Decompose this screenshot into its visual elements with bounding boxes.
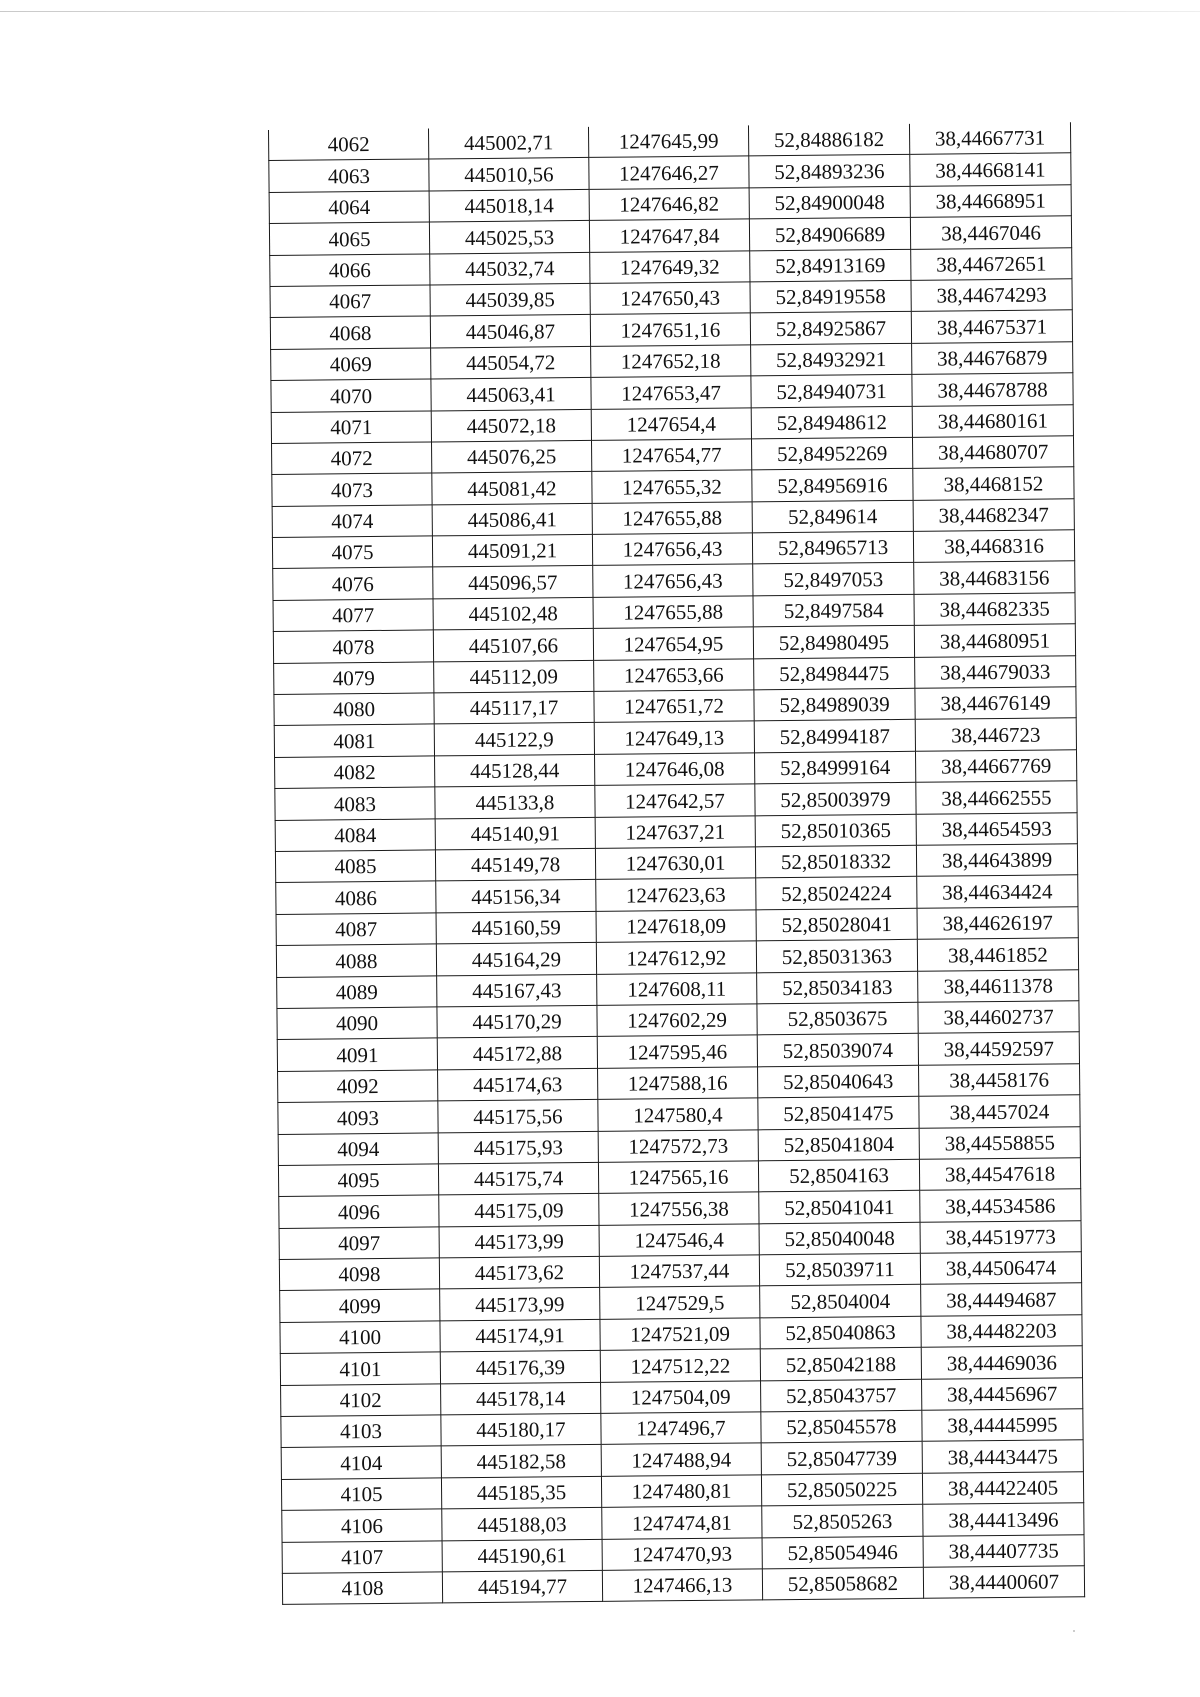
- latitude-cell: 52,85039711: [759, 1253, 920, 1286]
- latitude-cell: 52,85040048: [759, 1222, 920, 1255]
- longitude-cell: 38,44676149: [915, 687, 1076, 720]
- latitude-cell: 52,85043757: [761, 1379, 922, 1412]
- point-number-cell: 4086: [276, 881, 436, 914]
- point-number-cell: 4092: [278, 1070, 438, 1103]
- point-number-cell: 4094: [278, 1132, 438, 1165]
- scan-top-edge: [0, 11, 1200, 12]
- y-coordinate-cell: 1247654,4: [591, 407, 751, 440]
- latitude-cell: 52,85034183: [757, 971, 918, 1004]
- latitude-cell: 52,8497584: [753, 594, 914, 627]
- point-number-cell: 4072: [272, 442, 432, 475]
- longitude-cell: 38,44668951: [910, 185, 1071, 218]
- point-number-cell: 4098: [279, 1258, 439, 1291]
- point-number-cell: 4079: [274, 662, 434, 695]
- point-number-cell: 4078: [273, 630, 433, 663]
- point-number-cell: 4085: [275, 850, 435, 883]
- latitude-cell: 52,8504163: [758, 1159, 919, 1192]
- y-coordinate-cell: 1247512,22: [600, 1349, 760, 1382]
- longitude-cell: 38,4467046: [910, 216, 1071, 249]
- latitude-cell: 52,84906689: [749, 218, 910, 251]
- latitude-cell: 52,84893236: [749, 155, 910, 188]
- longitude-cell: 38,4461852: [917, 938, 1078, 971]
- latitude-cell: 52,8497053: [753, 563, 914, 596]
- y-coordinate-cell: 1247602,29: [597, 1004, 757, 1037]
- y-coordinate-cell: 1247654,77: [591, 439, 751, 472]
- x-coordinate-cell: 445182,58: [441, 1445, 601, 1478]
- latitude-cell: 52,84994187: [754, 720, 915, 753]
- x-coordinate-cell: 445149,78: [435, 848, 595, 881]
- x-coordinate-cell: 445173,62: [439, 1256, 599, 1289]
- point-number-cell: 4077: [273, 599, 433, 632]
- y-coordinate-cell: 1247655,88: [592, 502, 752, 535]
- y-coordinate-cell: 1247529,5: [600, 1286, 760, 1319]
- point-number-cell: 4064: [269, 191, 429, 224]
- point-number-cell: 4099: [280, 1289, 440, 1322]
- y-coordinate-cell: 1247652,18: [591, 345, 751, 378]
- point-number-cell: 4105: [281, 1478, 441, 1511]
- longitude-cell: 38,44519773: [920, 1220, 1081, 1253]
- x-coordinate-cell: 445175,09: [439, 1194, 599, 1227]
- y-coordinate-cell: 1247656,43: [592, 533, 752, 566]
- point-number-cell: 4076: [273, 567, 433, 600]
- point-number-cell: 4091: [277, 1038, 437, 1071]
- latitude-cell: 52,84984475: [754, 657, 915, 690]
- y-coordinate-cell: 1247608,11: [597, 972, 757, 1005]
- point-number-cell: 4104: [281, 1446, 441, 1479]
- longitude-cell: 38,44494687: [921, 1283, 1082, 1316]
- latitude-cell: 52,8504004: [760, 1285, 921, 1318]
- y-coordinate-cell: 1247645,99: [588, 125, 748, 157]
- y-coordinate-cell: 1247480,81: [601, 1475, 761, 1508]
- point-number-cell: 4087: [276, 913, 436, 946]
- point-number-cell: 4065: [269, 222, 429, 255]
- x-coordinate-cell: 445018,14: [429, 189, 589, 222]
- latitude-cell: 52,84886182: [748, 124, 909, 156]
- y-coordinate-cell: 1247651,16: [590, 313, 750, 346]
- y-coordinate-cell: 1247653,47: [591, 376, 751, 409]
- x-coordinate-cell: 445190,61: [442, 1539, 602, 1572]
- point-number-cell: 4074: [272, 505, 432, 538]
- y-coordinate-cell: 1247488,94: [601, 1443, 761, 1476]
- y-coordinate-cell: 1247656,43: [593, 564, 753, 597]
- longitude-cell: 38,44674293: [911, 279, 1072, 312]
- y-coordinate-cell: 1247618,09: [596, 910, 756, 943]
- point-number-cell: 4095: [278, 1164, 438, 1197]
- x-coordinate-cell: 445175,74: [438, 1162, 598, 1195]
- x-coordinate-cell: 445128,44: [435, 754, 595, 787]
- point-number-cell: 4093: [278, 1101, 438, 1134]
- longitude-cell: 38,44422405: [922, 1472, 1083, 1505]
- longitude-cell: 38,44672651: [911, 247, 1072, 280]
- point-number-cell: 4069: [271, 348, 431, 381]
- longitude-cell: 38,44680707: [912, 436, 1073, 469]
- longitude-cell: 38,44558855: [919, 1126, 1080, 1159]
- x-coordinate-cell: 445039,85: [430, 283, 590, 316]
- point-number-cell: 4068: [270, 316, 430, 349]
- latitude-cell: 52,85031363: [756, 939, 917, 972]
- latitude-cell: 52,85003979: [755, 783, 916, 816]
- longitude-cell: 38,4458176: [919, 1063, 1080, 1096]
- table-row: [282, 1566, 1084, 1605]
- point-number-cell: 4071: [271, 410, 431, 443]
- longitude-cell: 38,44634424: [917, 875, 1078, 908]
- point-number-cell: 4097: [279, 1227, 439, 1260]
- y-coordinate-cell: 1247642,57: [595, 784, 755, 817]
- latitude-cell: 52,849614: [752, 500, 913, 533]
- longitude-cell: 38,4468152: [913, 467, 1074, 500]
- latitude-cell: 52,84919558: [750, 280, 911, 313]
- longitude-cell: 38,44445995: [922, 1409, 1083, 1442]
- x-coordinate-cell: 445072,18: [431, 409, 591, 442]
- latitude-cell: 52,84965713: [752, 531, 913, 564]
- y-coordinate-cell: 1247496,7: [601, 1412, 761, 1445]
- y-coordinate-cell: 1247649,32: [590, 250, 750, 283]
- longitude-cell: 38,446723: [915, 718, 1076, 751]
- longitude-cell: 38,44611378: [918, 969, 1079, 1002]
- latitude-cell: 52,8503675: [757, 1002, 918, 1035]
- longitude-cell: 38,44667731: [909, 122, 1070, 154]
- longitude-cell: 38,44413496: [923, 1503, 1084, 1536]
- coordinate-table: [268, 122, 1085, 1605]
- x-coordinate-cell: 445180,17: [441, 1413, 601, 1446]
- x-coordinate-cell: 445156,34: [436, 880, 596, 913]
- y-coordinate-cell: 1247651,72: [594, 690, 754, 723]
- latitude-cell: 52,85010365: [755, 814, 916, 847]
- latitude-cell: 52,8505263: [762, 1504, 923, 1537]
- longitude-cell: 38,44678788: [912, 373, 1073, 406]
- latitude-cell: 52,85039074: [757, 1034, 918, 1067]
- x-coordinate-cell: 445063,41: [431, 378, 591, 411]
- x-coordinate-cell: 445164,29: [436, 943, 596, 976]
- x-coordinate-cell: 445176,39: [440, 1351, 600, 1384]
- longitude-cell: 38,44667769: [915, 750, 1076, 783]
- x-coordinate-cell: 445174,91: [440, 1319, 600, 1352]
- point-number-cell: 4089: [277, 975, 437, 1008]
- y-coordinate-cell: 1247595,46: [597, 1035, 757, 1068]
- longitude-cell: 38,44456967: [922, 1377, 1083, 1410]
- latitude-cell: 52,84940731: [751, 374, 912, 407]
- y-coordinate-cell: 1247630,01: [595, 847, 755, 880]
- scan-speck: [1073, 1630, 1075, 1632]
- longitude-cell: 38,44400607: [923, 1566, 1084, 1599]
- longitude-cell: 38,44654593: [916, 812, 1077, 845]
- latitude-cell: 52,84989039: [754, 688, 915, 721]
- y-coordinate-cell: 1247650,43: [590, 282, 750, 315]
- latitude-cell: 52,84948612: [751, 406, 912, 439]
- y-coordinate-cell: 1247654,95: [593, 627, 753, 660]
- point-number-cell: 4102: [281, 1384, 441, 1417]
- latitude-cell: 52,84952269: [751, 437, 912, 470]
- point-number-cell: 4067: [270, 285, 430, 318]
- y-coordinate-cell: 1247565,16: [598, 1161, 758, 1194]
- point-number-cell: 4090: [277, 1007, 437, 1040]
- x-coordinate-cell: 445046,87: [430, 315, 590, 348]
- coordinate-table-sheet: [268, 122, 1084, 1605]
- longitude-cell: 38,44407735: [923, 1534, 1084, 1567]
- y-coordinate-cell: 1247612,92: [596, 941, 756, 974]
- x-coordinate-cell: 445175,93: [438, 1131, 598, 1164]
- point-number-cell: 4083: [275, 787, 435, 820]
- x-coordinate-cell: 445010,56: [429, 158, 589, 191]
- x-coordinate-cell: 445175,56: [438, 1099, 598, 1132]
- y-coordinate-cell: 1247537,44: [599, 1255, 759, 1288]
- longitude-cell: 38,44506474: [920, 1252, 1081, 1285]
- latitude-cell: 52,84956916: [752, 469, 913, 502]
- longitude-cell: 38,4457024: [919, 1095, 1080, 1128]
- y-coordinate-cell: 1247546,4: [599, 1224, 759, 1257]
- x-coordinate-cell: 445054,72: [431, 346, 591, 379]
- point-number-cell: 4080: [274, 693, 434, 726]
- x-coordinate-cell: 445167,43: [437, 974, 597, 1007]
- y-coordinate-cell: 1247588,16: [598, 1067, 758, 1100]
- point-number-cell: 4081: [274, 724, 434, 757]
- point-number-cell: 4070: [271, 379, 431, 412]
- x-coordinate-cell: 445170,29: [437, 1005, 597, 1038]
- x-coordinate-cell: 445076,25: [432, 440, 592, 473]
- x-coordinate-cell: 445086,41: [432, 503, 592, 536]
- y-coordinate-cell: 1247655,88: [593, 596, 753, 629]
- x-coordinate-cell: 445173,99: [439, 1225, 599, 1258]
- x-coordinate-cell: 445081,42: [432, 472, 592, 505]
- latitude-cell: 52,85045578: [761, 1410, 922, 1443]
- y-coordinate-cell: 1247470,93: [602, 1537, 762, 1570]
- point-number-cell: 4096: [279, 1195, 439, 1228]
- latitude-cell: 52,84900048: [749, 186, 910, 219]
- x-coordinate-cell: 445096,57: [433, 566, 593, 599]
- y-coordinate-cell: 1247466,13: [602, 1569, 762, 1602]
- longitude-cell: 38,44482203: [921, 1315, 1082, 1348]
- latitude-cell: 52,85041804: [758, 1128, 919, 1161]
- longitude-cell: 38,44680161: [912, 404, 1073, 437]
- longitude-cell: 38,44643899: [916, 844, 1077, 877]
- latitude-cell: 52,85040643: [758, 1065, 919, 1098]
- coordinate-table-body: [268, 122, 1084, 1604]
- x-coordinate-cell: 445032,74: [430, 252, 590, 285]
- point-number-cell: 4106: [282, 1509, 442, 1542]
- x-coordinate-cell: 445140,91: [435, 817, 595, 850]
- longitude-cell: 38,44602737: [918, 1001, 1079, 1034]
- longitude-cell: 38,44675371: [911, 310, 1072, 343]
- longitude-cell: 38,44682347: [913, 498, 1074, 531]
- latitude-cell: 52,85040863: [760, 1316, 921, 1349]
- y-coordinate-cell: 1247646,08: [595, 753, 755, 786]
- latitude-cell: 52,85028041: [756, 908, 917, 941]
- y-coordinate-cell: 1247646,27: [589, 156, 749, 189]
- longitude-cell: 38,44676879: [912, 342, 1073, 375]
- y-coordinate-cell: 1247580,4: [598, 1098, 758, 1131]
- latitude-cell: 52,85024224: [756, 877, 917, 910]
- x-coordinate-cell: 445194,77: [442, 1570, 602, 1603]
- x-coordinate-cell: 445160,59: [436, 911, 596, 944]
- latitude-cell: 52,84932921: [751, 343, 912, 376]
- x-coordinate-cell: 445122,9: [434, 723, 594, 756]
- x-coordinate-cell: 445178,14: [441, 1382, 601, 1415]
- point-number-cell: 4082: [275, 756, 435, 789]
- latitude-cell: 52,85058682: [762, 1567, 923, 1600]
- x-coordinate-cell: 445174,63: [438, 1068, 598, 1101]
- x-coordinate-cell: 445188,03: [442, 1508, 602, 1541]
- x-coordinate-cell: 445117,17: [434, 691, 594, 724]
- x-coordinate-cell: 445025,53: [429, 221, 589, 254]
- y-coordinate-cell: 1247521,09: [600, 1318, 760, 1351]
- longitude-cell: 38,44668141: [910, 153, 1071, 186]
- longitude-cell: 38,44547618: [919, 1158, 1080, 1191]
- longitude-cell: 38,44683156: [914, 561, 1075, 594]
- longitude-cell: 38,44662555: [916, 781, 1077, 814]
- point-number-cell: 4073: [272, 473, 432, 506]
- x-coordinate-cell: 445185,35: [441, 1476, 601, 1509]
- latitude-cell: 52,85041041: [759, 1191, 920, 1224]
- latitude-cell: 52,84980495: [753, 626, 914, 659]
- longitude-cell: 38,44534586: [920, 1189, 1081, 1222]
- point-number-cell: 4063: [269, 159, 429, 192]
- x-coordinate-cell: 445107,66: [433, 629, 593, 662]
- longitude-cell: 38,44469036: [921, 1346, 1082, 1379]
- point-number-cell: 4103: [281, 1415, 441, 1448]
- y-coordinate-cell: 1247655,32: [592, 470, 752, 503]
- point-number-cell: 4088: [276, 944, 436, 977]
- longitude-cell: 38,44434475: [922, 1440, 1083, 1473]
- y-coordinate-cell: 1247646,82: [589, 188, 749, 221]
- latitude-cell: 52,84925867: [750, 312, 911, 345]
- point-number-cell: 4066: [270, 254, 430, 287]
- point-number-cell: 4084: [275, 819, 435, 852]
- point-number-cell: 4107: [282, 1540, 442, 1573]
- y-coordinate-cell: 1247556,38: [599, 1192, 759, 1225]
- point-number-cell: 4062: [268, 128, 428, 160]
- y-coordinate-cell: 1247504,09: [601, 1380, 761, 1413]
- latitude-cell: 52,84999164: [754, 751, 915, 784]
- x-coordinate-cell: 445172,88: [437, 1037, 597, 1070]
- y-coordinate-cell: 1247572,73: [598, 1129, 758, 1162]
- longitude-cell: 38,44592597: [918, 1032, 1079, 1065]
- x-coordinate-cell: 445102,48: [433, 597, 593, 630]
- x-coordinate-cell: 445173,99: [440, 1288, 600, 1321]
- point-number-cell: 4108: [282, 1572, 442, 1605]
- latitude-cell: 52,85054946: [762, 1536, 923, 1569]
- longitude-cell: 38,44680951: [914, 624, 1075, 657]
- y-coordinate-cell: 1247474,81: [602, 1506, 762, 1539]
- y-coordinate-cell: 1247623,63: [596, 878, 756, 911]
- y-coordinate-cell: 1247653,66: [594, 659, 754, 692]
- x-coordinate-cell: 445091,21: [432, 534, 592, 567]
- latitude-cell: 52,85047739: [761, 1442, 922, 1475]
- x-coordinate-cell: 445112,09: [434, 660, 594, 693]
- latitude-cell: 52,85041475: [758, 1096, 919, 1129]
- latitude-cell: 52,84913169: [750, 249, 911, 282]
- x-coordinate-cell: 445133,8: [435, 786, 595, 819]
- point-number-cell: 4101: [280, 1352, 440, 1385]
- y-coordinate-cell: 1247637,21: [595, 815, 755, 848]
- latitude-cell: 52,85042188: [760, 1348, 921, 1381]
- y-coordinate-cell: 1247647,84: [589, 219, 749, 252]
- point-number-cell: 4100: [280, 1321, 440, 1354]
- point-number-cell: 4075: [272, 536, 432, 569]
- y-coordinate-cell: 1247649,13: [594, 721, 754, 754]
- longitude-cell: 38,44626197: [917, 907, 1078, 940]
- longitude-cell: 38,44679033: [915, 655, 1076, 688]
- longitude-cell: 38,44682335: [914, 593, 1075, 626]
- latitude-cell: 52,85050225: [761, 1473, 922, 1506]
- x-coordinate-cell: 445002,71: [428, 127, 588, 159]
- latitude-cell: 52,85018332: [755, 845, 916, 878]
- longitude-cell: 38,4468316: [913, 530, 1074, 563]
